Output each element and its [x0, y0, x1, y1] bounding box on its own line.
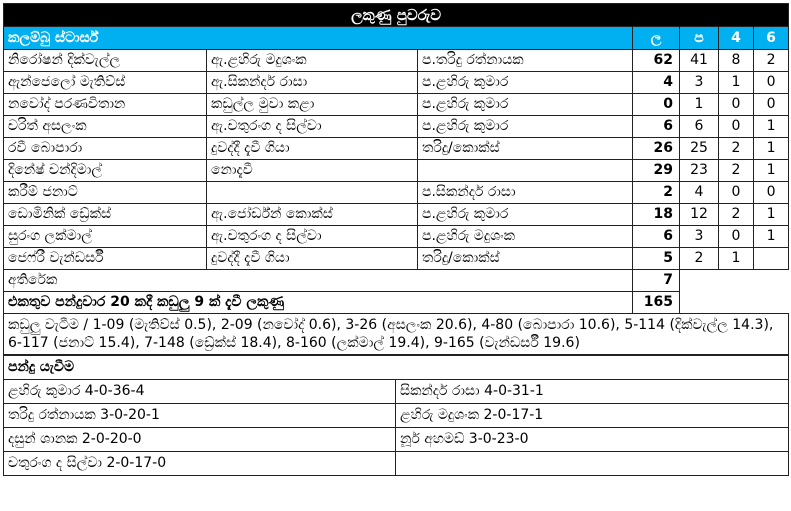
bowler-figures: නූර් අහමඩ් 3-0-23-0 — [396, 428, 789, 452]
runs-value: 0 — [633, 94, 680, 116]
balls-value: 25 — [680, 138, 719, 160]
batting-row — [4, 94, 789, 116]
total-row — [4, 292, 789, 314]
batting-row — [4, 116, 789, 138]
fours-value: 0 — [719, 226, 754, 248]
runs-value: 29 — [633, 160, 680, 182]
batter-name: නිරෝෂන් දික්වැල්ල — [4, 50, 207, 72]
bowling-row — [4, 380, 789, 404]
extras-value: 7 — [633, 270, 680, 292]
sixes-value: 1 — [754, 204, 789, 226]
runs-value: 5 — [633, 248, 680, 270]
sixes-value: 1 — [754, 116, 789, 138]
sixes-header: 6 — [754, 27, 789, 50]
bowling-row — [4, 404, 789, 428]
balls-header: ප — [680, 27, 719, 50]
fall-of-wickets: කඩුලු වැටීම / 1-09 (මැතිව්ස් 0.5), 2-09 (නවෝද් 0.6), 3-26 (අසලංක 20.6), 4-80 (බොපාරා 10.6), 5-114 (දික්වැල්ල 14.3), 6-117 (ජනාට් 15.4), 7-148 (ඩ්‍රේක්ස් 18.4), 8-160 (ලක්මාල් 19.4), 9-165 (වැන්ඩර්සී 19.6) — [4, 314, 789, 355]
scorecard — [3, 3, 788, 476]
runs-value: 6 — [633, 226, 680, 248]
dismissal-how: ඇ.චතුරංග ද සිල්වා — [207, 226, 418, 248]
batter-name: චරිත් අසලංක — [4, 116, 207, 138]
extras-label: අතිරේක — [4, 270, 633, 292]
sixes-value: 1 — [754, 160, 789, 182]
batting-row — [4, 204, 789, 226]
total-value: 165 — [633, 292, 680, 314]
batting-table — [3, 3, 789, 355]
fours-header: 4 — [719, 27, 754, 50]
batting-row — [4, 182, 789, 204]
runs-value: 6 — [633, 116, 680, 138]
runs-value: 26 — [633, 138, 680, 160]
batter-name: රවී බොපාරා — [4, 138, 207, 160]
bowler-figures — [396, 452, 789, 476]
batter-name: ඇන්ජෙලෝ මැතිව්ස් — [4, 72, 207, 94]
fours-value: 2 — [719, 138, 754, 160]
dismissal-bowler: ප.ළහිරු කුමාර — [418, 116, 633, 138]
bowler-figures: චතුරංග ද සිල්වා 2-0-17-0 — [4, 452, 396, 476]
bowler-figures: ළහිරු මදුශංක 2-0-17-1 — [396, 404, 789, 428]
fours-value: 8 — [719, 50, 754, 72]
team-name: කලම්බු ස්ටාර්ස් — [4, 27, 633, 50]
batting-row — [4, 138, 789, 160]
fours-value: 0 — [719, 116, 754, 138]
bowling-row — [4, 452, 789, 476]
dismissal-bowler: තරිදු/කොක්ස් — [418, 248, 633, 270]
fours-value: 0 — [719, 94, 754, 116]
sixes-value: 1 — [754, 226, 789, 248]
dismissal-how: දුවද්දී දැවී ගියා — [207, 138, 418, 160]
bowler-figures: දසුන් ශානක 2-0-20-0 — [4, 428, 396, 452]
balls-value: 3 — [680, 226, 719, 248]
runs-header: ල — [633, 27, 680, 50]
batter-name: දිනේෂ් චන්දිමාල් — [4, 160, 207, 182]
runs-value: 4 — [633, 72, 680, 94]
dismissal-how: නොදැවී — [207, 160, 418, 182]
batter-name: ජෙෆ්රී වැන්ඩර්සී — [4, 248, 207, 270]
batting-row — [4, 72, 789, 94]
balls-value: 3 — [680, 72, 719, 94]
balls-value: 12 — [680, 204, 719, 226]
dismissal-how: ඇ.චතුරංග ද සිල්වා — [207, 116, 418, 138]
dismissal-how: ඇ.ජෝර්ඩ්න් කොක්ස් — [207, 204, 418, 226]
fall-of-wickets-row — [4, 314, 789, 355]
dismissal-bowler: තරිදු/කොක්ස් — [418, 138, 633, 160]
bowling-heading-row — [4, 356, 789, 380]
dismissal-how — [207, 182, 418, 204]
team-header-row — [4, 27, 789, 50]
total-label: එකතුව පන්දුවාර 20 කදී කඩුලු 9 ක් දැවී ලකුණු — [4, 292, 633, 314]
dismissal-bowler: ප.සිකන්දර් රාසා — [418, 182, 633, 204]
bowling-row — [4, 428, 789, 452]
fours-value: 0 — [719, 182, 754, 204]
dismissal-how: කඩුල්ල මුවා කළා — [207, 94, 418, 116]
batter-name: සුරංග ලක්මාල් — [4, 226, 207, 248]
fours-value: 1 — [719, 72, 754, 94]
dismissal-bowler: ප.ළහිරු කුමාර — [418, 72, 633, 94]
sixes-value — [754, 248, 789, 270]
dismissal-bowler: ප.ළහිරු මදුශංක — [418, 226, 633, 248]
batter-name: කරීම් ජනාට් — [4, 182, 207, 204]
balls-value: 4 — [680, 182, 719, 204]
bowling-table — [3, 355, 789, 476]
balls-value: 1 — [680, 94, 719, 116]
batter-name: ඩොමිනික් ඩ්‍රේක්ස් — [4, 204, 207, 226]
balls-value: 2 — [680, 248, 719, 270]
dismissal-how: ඇ.සිකන්දර් රාසා — [207, 72, 418, 94]
dismissal-how: ඇ.ළහිරු මදුශංක — [207, 50, 418, 72]
extras-row — [4, 270, 789, 292]
balls-value: 23 — [680, 160, 719, 182]
fours-value: 1 — [719, 248, 754, 270]
total-spacer — [680, 292, 789, 314]
bowler-figures: සිකන්දර් රාසා 4-0-31-1 — [396, 380, 789, 404]
runs-value: 18 — [633, 204, 680, 226]
fours-value: 2 — [719, 160, 754, 182]
dismissal-bowler — [418, 160, 633, 182]
batter-name: නවෝද් පරණවිතාන — [4, 94, 207, 116]
bowler-figures: තරිදු රත්නායක 3-0-20-1 — [4, 404, 396, 428]
runs-value: 62 — [633, 50, 680, 72]
sixes-value: 0 — [754, 72, 789, 94]
fours-value: 2 — [719, 204, 754, 226]
dismissal-bowler: ප.තරිදු රත්නායක — [418, 50, 633, 72]
batting-row — [4, 226, 789, 248]
sixes-value: 1 — [754, 138, 789, 160]
bowler-figures: ළහිරු කුමාර 4-0-36-4 — [4, 380, 396, 404]
balls-value: 41 — [680, 50, 719, 72]
sixes-value: 0 — [754, 182, 789, 204]
dismissal-bowler: ප.ළහිරු කුමාර — [418, 204, 633, 226]
sixes-value: 2 — [754, 50, 789, 72]
dismissal-how: දුවද්දී දැවී ගියා — [207, 248, 418, 270]
runs-value: 2 — [633, 182, 680, 204]
batting-row — [4, 50, 789, 72]
dismissal-bowler: ප.ළහිරු කුමාර — [418, 94, 633, 116]
title-row — [4, 4, 789, 27]
batting-row — [4, 248, 789, 270]
balls-value: 6 — [680, 116, 719, 138]
sixes-value: 0 — [754, 94, 789, 116]
scorecard-title: ලකුණු පුවරුව — [4, 4, 789, 27]
bowling-heading: පන්දු යැවීම — [4, 356, 789, 380]
extras-spacer — [680, 270, 789, 292]
batting-row — [4, 160, 789, 182]
